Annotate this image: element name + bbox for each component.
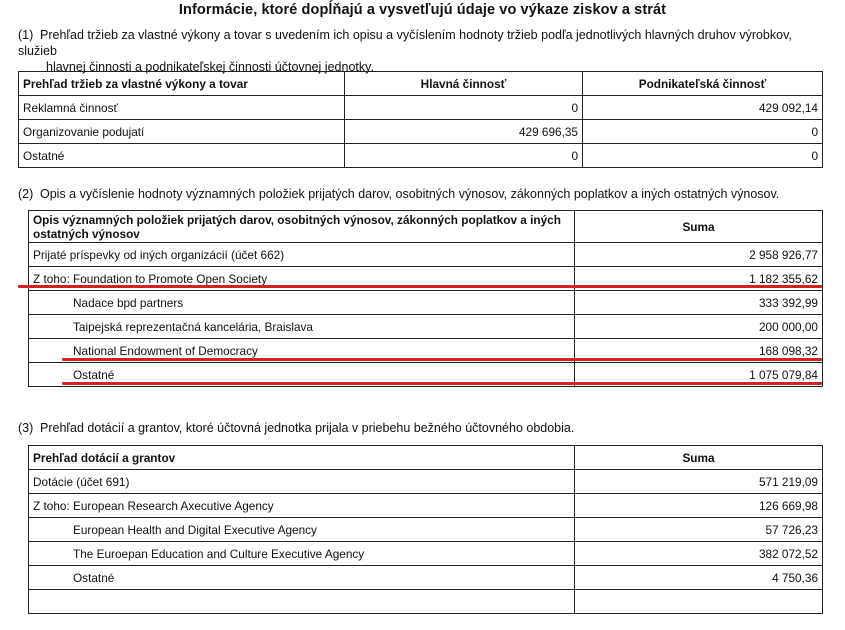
table-header-row (19, 72, 823, 96)
row-label: Ostatné (29, 566, 575, 590)
row-label: Nadace bpd partners (29, 291, 575, 315)
section-2-number: (2) (18, 187, 34, 201)
row-value: 4 750,36 (575, 566, 823, 590)
row-label: Z toho: Foundation to Promote Open Society (29, 267, 575, 291)
row-value: 1 182 355,62 (575, 267, 823, 291)
header-cell: Podnikateľská činnosť (583, 72, 823, 96)
table-header-row (29, 211, 823, 243)
row-value: 429 092,14 (583, 96, 823, 120)
row-label: National Endowment of Democracy (29, 339, 575, 363)
row-value: 0 (583, 144, 823, 168)
table-row (29, 566, 823, 590)
row-label: The Euroepan Education and Culture Executive Agency (29, 542, 575, 566)
revenue-table (18, 71, 823, 168)
header-cell: Suma (575, 211, 823, 243)
row-value: 1 075 079,84 (575, 363, 823, 387)
row-label: Taipejská reprezentačná kancelária, Braislava (29, 315, 575, 339)
row-label: European Health and Digital Executive Agency (29, 518, 575, 542)
row-value (575, 590, 823, 614)
header-cell: Hlavná činnosť (345, 72, 583, 96)
section-1-number: (1) (18, 28, 34, 42)
row-label: Prijaté príspevky od iných organizácií (účet 662) (29, 243, 575, 267)
row-value: 382 072,52 (575, 542, 823, 566)
row-label: Reklamná činnosť (19, 96, 345, 120)
row-value: 2 958 926,77 (575, 243, 823, 267)
row-label: Ostatné (29, 363, 575, 387)
table-row (29, 542, 823, 566)
table-row (29, 291, 823, 315)
table-header-row (29, 446, 823, 470)
table-row (19, 120, 823, 144)
row-label (29, 590, 575, 614)
section-2-text (18, 186, 833, 202)
row-value: 168 098,32 (575, 339, 823, 363)
table-row (29, 518, 823, 542)
table-row (29, 470, 823, 494)
header-cell: Suma (575, 446, 823, 470)
section-1-line-2: hlavnej činnosti a podnikateľskej činnosti účtovnej jednotky. (46, 60, 374, 74)
section-2-description: Opis a vyčíslenie hodnoty významných položiek prijatých darov, osobitných výnosov, zákonných poplatkov a iných ostatných výnosov. (40, 187, 780, 201)
section-3-number: (3) (18, 421, 34, 435)
row-value: 0 (345, 144, 583, 168)
highlight-underline-osf (18, 285, 822, 288)
table-row (29, 494, 823, 518)
row-label: Dotácie (účet 691) (29, 470, 575, 494)
row-value: 0 (583, 120, 823, 144)
row-value: 57 726,23 (575, 518, 823, 542)
table-row (29, 315, 823, 339)
grants-table (28, 445, 823, 614)
row-value: 333 392,99 (575, 291, 823, 315)
section-3-text (18, 420, 833, 436)
document-title: Informácie, ktoré dopĺňajú a vysvetľujú údaje vo výkaze ziskov a strát (178, 2, 667, 18)
header-cell: Prehľad tržieb za vlastné výkony a tovar (19, 72, 345, 96)
table-row (19, 96, 823, 120)
section-1-text (18, 27, 833, 75)
section-1-line-1: Prehľad tržieb za vlastné výkony a tovar s uvedením ich opisu a vyčíslením hodnoty tržieb podľa jednotlivých hlavných druhov výrobkov, služieb (18, 28, 792, 58)
row-label: Ostatné (19, 144, 345, 168)
row-label: Organizovanie podujatí (19, 120, 345, 144)
row-value: 200 000,00 (575, 315, 823, 339)
row-value: 0 (345, 96, 583, 120)
header-cell: Prehľad dotácií a grantov (29, 446, 575, 470)
row-value: 126 669,98 (575, 494, 823, 518)
row-value: 571 219,09 (575, 470, 823, 494)
table-row (29, 243, 823, 267)
table-row (19, 144, 823, 168)
section-3-description: Prehľad dotácií a grantov, ktoré účtovná jednotka prijala v priebehu bežného účtovného obdobia. (40, 421, 575, 435)
table-row-empty (29, 590, 823, 614)
highlight-underline-ned (62, 358, 822, 361)
highlight-underline-other (62, 382, 822, 385)
row-value: 429 696,35 (345, 120, 583, 144)
row-label: Z toho: European Research Axecutive Agency (29, 494, 575, 518)
header-cell: Opis významných položiek prijatých darov, osobitných výnosov, zákonných poplatkov a iných ostatných výnosov (29, 211, 575, 243)
